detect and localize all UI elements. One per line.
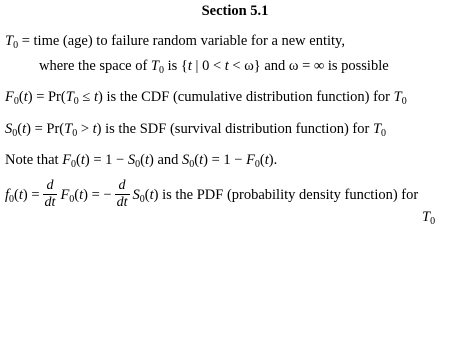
section-title: Section 5.1: [201, 3, 269, 19]
cdf-definition: $F_0(t) = Pr(T_0 \le t)$ is the CDF (cumulative distribution function) for $T_0$: [5, 89, 407, 107]
space-of-t0: where the space of $T_0$ is {t | 0 < t < ω} and ω = ∞ is possible: [39, 58, 389, 76]
complement-note: Note that $F_0(t) = 1 - S_0(t)$ and $S_0(t) = 1 - F_0(t)$.: [5, 152, 278, 170]
definition-t0: $T_0$ = time (age) to failure random variable for a new entity,: [5, 33, 345, 51]
pdf-for-t0: $T_0$: [422, 209, 436, 227]
derivative-operator: $\frac{d}{dt}$: [44, 178, 56, 211]
pdf-definition: $f_0(t)$ = $\frac{d}{dt}$ $F_0(t)$ = − $\frac{d}{dt}$ $S_0(t)$ is the PDF (probability density function) for: [5, 178, 419, 211]
sdf-definition: $S_0(t) = Pr(T_0 > t)$ is the SDF (survival distribution function) for $T_0$: [5, 121, 387, 139]
derivative-operator: $\frac{d}{dt}$: [116, 178, 128, 211]
